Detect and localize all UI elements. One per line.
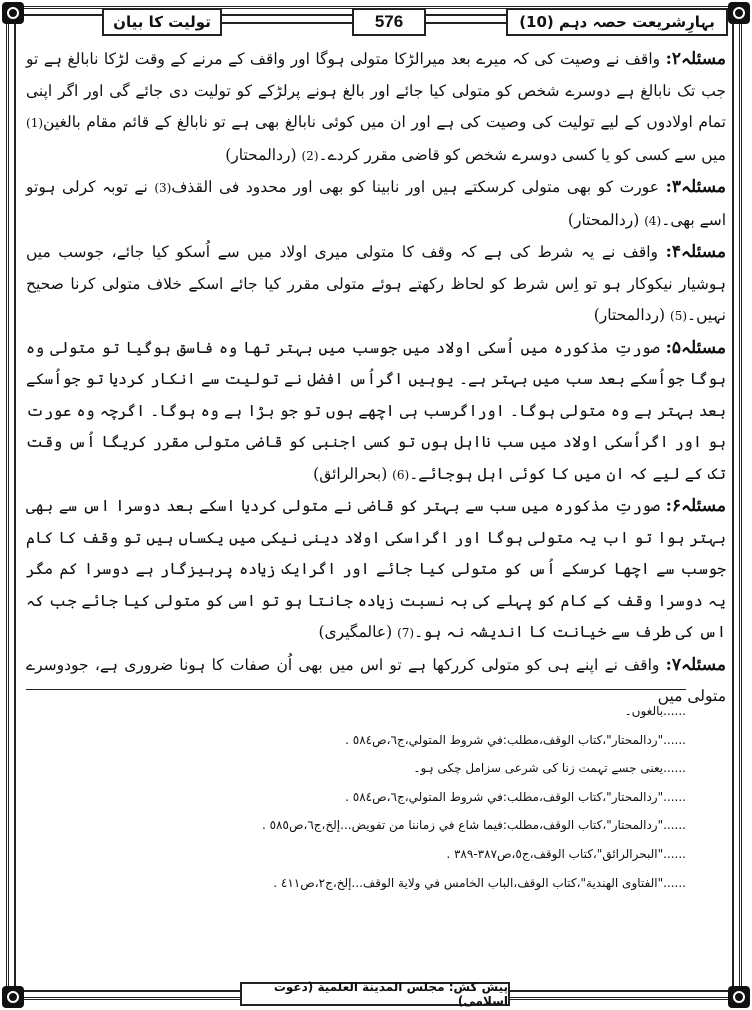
source-citation: (بحرالرائق)	[313, 464, 393, 483]
footnote-ref: (6)	[392, 467, 410, 482]
masala-paragraph	[26, 333, 726, 492]
paragraph-text: واقف نے یہ شرط کی ہے کہ وقف کا متولی میری اولاد میں سے اُسکو کیا جائے، جوسب میں ہوشیار نیکوکار ہو تو اِس شرط کو لحاظ رکھتے ہوئے متولی مقرر کیا جائے اسکے خلاف متولی کرنا صحیح نہیں۔	[26, 243, 726, 324]
masala-paragraph	[26, 491, 726, 650]
footnote-item: ......بالغوں۔	[624, 704, 686, 718]
page-number: 576	[352, 8, 426, 36]
footnote-item: ......یعنی جسے تہمت زنا کی شرعی سزامل چکی ہو۔	[413, 761, 686, 776]
source-citation: (ردالمحتار)	[225, 145, 302, 164]
footnote-item: ......"البحرالرائق"،كتاب الوقف،ج٥،ص٣٨٧-٣٨٩ .	[446, 846, 686, 861]
main-text	[26, 44, 726, 713]
footnote-ref: (3)	[154, 181, 172, 195]
paragraph-text: واقف نے وصیت کی کہ میرے بعد میرالڑکا متولی ہوگا اور واقف کے مرنے کے وقت لڑکا نابالغ ہے تو جب تک نابالغ ہے دوسرے شخص کو متولی کیا جائے اور بالغ ہونے پرلڑکے کو تولیت دی جائے گی اور اگر اپنی تمام اولادوں کے لیے تولیت کی وصیت کی ہے اور ان میں کوئی نابالغ بھی ہے تو نابالغ کے قائم مقام بالغین	[26, 50, 726, 131]
masala-label: مسئلہ۳:	[665, 177, 726, 197]
ornament-corner-icon	[2, 2, 24, 24]
publisher-footer: پیش کش: مجلس المدينة العلمية (دعوت اسلامی)	[240, 982, 510, 1006]
paragraph-text: عورت کو بھی متولی کرسکتے ہیں اور نابینا کو بھی اور محدود فی القذف	[171, 178, 666, 196]
footnote-ref: (5)	[670, 309, 688, 323]
paragraph-text: نے توبہ کرلی ہوتو اسے بھی۔	[26, 178, 726, 229]
chapter-title: تولیت کا بیان	[102, 8, 222, 36]
header-rule	[222, 22, 352, 24]
footnote-item: ......"الفتاوى الهندية"،كتاب الوقف،الباب الخامس في ولاية الوقف...إلخ،ج٢،ص٤١١ .	[273, 875, 686, 890]
ornament-corner-icon	[728, 986, 750, 1008]
footnote-item: ......"ردالمحتار"،كتاب الوقف،مطلب:في شروط المتولي،ج٦،ص٥٨٤ .	[345, 732, 686, 747]
footnote-ref: (2)	[301, 148, 319, 163]
masala-label: مسئلہ۷:	[665, 654, 726, 675]
source-citation: (ردالمحتار)	[567, 210, 645, 229]
page-header	[24, 8, 728, 38]
footnote-item: ......"ردالمحتار"،كتاب الوقف،مطلب:في شروط المتولي،ج٦،ص٥٨٤ .	[345, 789, 686, 804]
footnote-ref: (1)	[26, 116, 44, 130]
paragraph-text: صورتِ مذکورہ میں اُسکی اولاد میں جوسب میں بہتر تھا وہ فاسق ہوگیا تو متولی وہ ہوگا جواُسکے بعد سب میں بہتر ہے۔ یوہیں اگراُس افضل نے تولیت سے انکار کردیا تو جواُسکے بعد بہتر ہے وہ متولی ہوگا۔ اوراگرسب ہی اچھے ہوں تو جو بڑا ہے وہ ہوگا۔ اگرچہ وہ عورت ہو اور اگراُسکی اولاد میں سب نااہل ہوں تو کسی اجنبی کو قاضی متولی مقرر کریگا اُس وقت تک کے لیے کہ ان میں کا کوئی اہل ہوجائے۔	[26, 338, 726, 483]
footnote-ref: (7)	[397, 626, 415, 640]
masala-label: مسئلہ۶:	[665, 496, 726, 516]
masala-label: مسئلہ۵:	[665, 337, 726, 358]
paragraph-text: میں سے کسی کو یا کسی دوسرے شخص کو قاضی مقرر کردے۔	[318, 145, 726, 164]
masala-paragraph	[26, 44, 726, 172]
header-rule	[426, 22, 506, 24]
masala-paragraph	[26, 237, 726, 333]
ornament-corner-icon	[2, 986, 24, 1008]
masala-label: مسئلہ۴:	[665, 242, 726, 262]
paragraph-text: واقف نے اپنے ہی کو متولی کررکھا ہے تو اس میں بھی اُن صفات کا ہونا ضروری ہے، جودوسرے متولی میں	[26, 655, 726, 705]
masala-label: مسئلہ۲:	[665, 49, 726, 69]
source-citation: (عالمگیری)	[318, 623, 398, 641]
footnote-separator	[26, 689, 686, 690]
source-citation: (ردالمحتار)	[593, 306, 671, 324]
footnotes	[26, 697, 686, 897]
paragraph-text: صورتِ مذکورہ میں سب سے بہتر کو قاضی نے متولی کردیا اسکے بعد دوسرا اس سے بھی بہتر ہوا تو اب یہ متولی ہوگا اور اگراسکی اولاد دینی نیکی میں یکساں ہیں تو وقف کا کام جوسب سے اچھا کرسکے اُس کو متولی کیا جائے اور اگرایک زیادہ پرہیزگار ہے دوسرا کم مگر یہ دوسرا وقف کے کام کو پہلے کی بہ نسبت زیادہ جانتا ہو تو اسی کو متولی کیا جائے جب کہ اس کی طرف سے خیانت کا اندیشہ نہ ہو۔	[26, 497, 726, 641]
footnote-item: ......"ردالمحتار"،كتاب الوقف،مطلب:فيما شاع في زماننا من تفويض...إلخ،ج٦،ص٥٨٥ .	[261, 818, 686, 833]
book-title: بہارِشریعت حصہ دہم (10)	[506, 8, 728, 36]
masala-paragraph	[26, 172, 726, 237]
footnote-ref: (4)	[644, 213, 662, 228]
ornament-corner-icon	[728, 2, 750, 24]
